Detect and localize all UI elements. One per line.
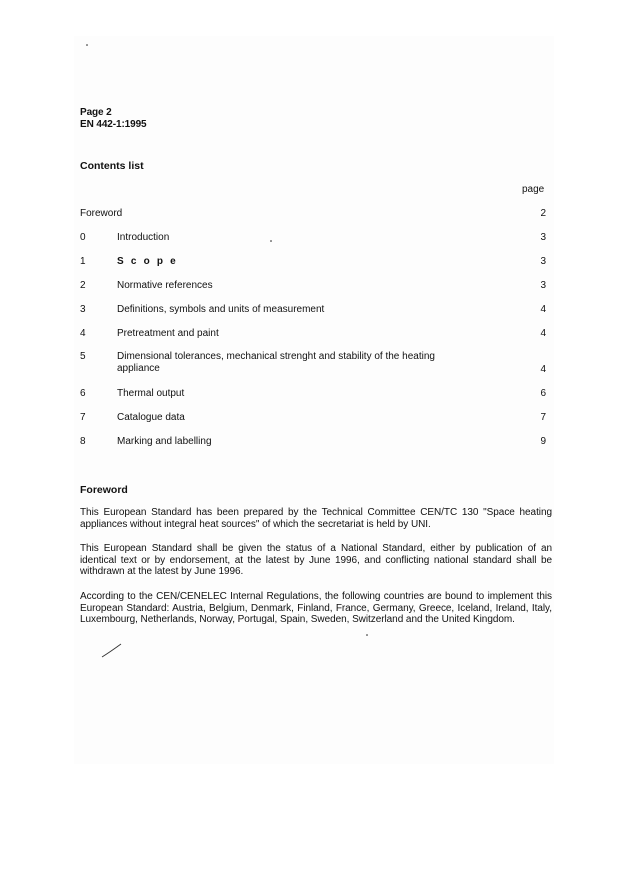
toc-page: 7	[540, 412, 546, 423]
toc-number: 6	[80, 388, 86, 399]
foreword-paragraph: This European Standard has been prepared by the Technical Committee CEN/TC 130 "Space heating appliances without integral heat sources" of which the secretariat is held by UNI.	[80, 507, 552, 530]
toc-title: Definitions, symbols and units of measurement	[117, 304, 325, 315]
toc-page: 6	[540, 388, 546, 399]
scan-speck	[366, 634, 368, 636]
toc-number: 0	[80, 232, 86, 243]
toc-page: 9	[540, 436, 546, 447]
toc-page: 4	[540, 364, 546, 375]
toc-title: Dimensional tolerances, mechanical strenght and stability of the heating appliance	[117, 351, 435, 374]
standard-id: EN 442-1:1995	[80, 119, 147, 130]
toc-title: Thermal output	[117, 388, 185, 399]
toc-page: 3	[540, 256, 546, 267]
toc-number: 4	[80, 328, 86, 339]
toc-title: Pretreatment and paint	[117, 328, 219, 339]
toc-title: Marking and labelling	[117, 436, 212, 447]
document-page	[74, 36, 554, 764]
pen-mark-icon	[100, 642, 124, 660]
foreword-title: Foreword	[80, 484, 128, 496]
toc-title: S c o p e	[117, 256, 178, 267]
page-number: Page 2	[80, 107, 112, 118]
foreword-paragraph: According to the CEN/CENELEC Internal Regulations, the following countries are bound to implement this European Standard: Austria, Belgium, Denmark, Finland, France, Germany, Greece, Iceland, Ireland, Italy, Luxembourg, Netherlands, Norway, Portugal, Spain, Sweden, Switzerland and the United Kingdom.	[80, 591, 552, 626]
toc-number: 3	[80, 304, 86, 315]
toc-title: Normative references	[117, 280, 213, 291]
toc-number: 7	[80, 412, 86, 423]
scan-speck	[86, 44, 88, 46]
toc-title: Foreword	[80, 208, 123, 219]
toc-number: 2	[80, 280, 86, 291]
toc-title: Introduction	[117, 232, 170, 243]
toc-page: 4	[540, 304, 546, 315]
toc-page: 3	[540, 232, 546, 243]
toc-number: 8	[80, 436, 86, 447]
toc-page: 3	[540, 280, 546, 291]
toc-number: 1	[80, 256, 86, 267]
toc-page: 4	[540, 328, 546, 339]
toc-entry-dimensional-tolerances[interactable]	[80, 351, 546, 377]
page-column-label: page	[522, 184, 545, 195]
foreword-paragraph: This European Standard shall be given the status of a National Standard, either by publication of an identical text or by endorsement, at the latest by June 1996, and conflicting national standard shall be withdrawn at the latest by June 1996.	[80, 543, 552, 578]
toc-page: 2	[540, 208, 546, 219]
contents-title: Contents list	[80, 160, 144, 172]
toc-number: 5	[80, 351, 86, 362]
toc-title: Catalogue data	[117, 412, 185, 423]
